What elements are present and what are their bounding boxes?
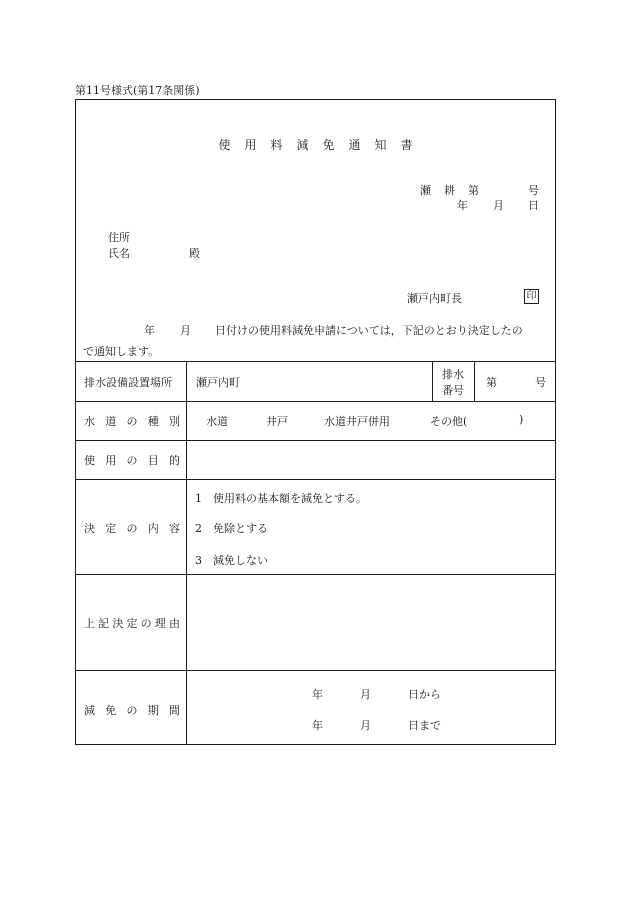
doc-date-day: 日	[528, 199, 539, 212]
rule-number-label-right	[474, 361, 475, 401]
period-to-year: 年	[312, 719, 323, 732]
rule-row1-top	[76, 361, 555, 362]
reason-label: 上記決定の理由	[84, 617, 180, 630]
drain-number-label-2: 番号	[442, 384, 464, 397]
doc-number-prefix: 瀬	[420, 184, 431, 197]
doc-date-year: 年	[457, 199, 468, 212]
water-type-option-other-close: )	[519, 413, 524, 426]
rule-row3-top	[76, 440, 555, 441]
reason-label-wrap	[84, 615, 180, 631]
water-type-option-combined: 水道井戸併用	[324, 415, 390, 428]
body-year: 年	[144, 324, 155, 337]
rule-row5-top	[76, 574, 555, 575]
doc-date-month: 月	[493, 199, 504, 212]
water-type-option-other: その他(	[430, 415, 468, 428]
water-type-label: 水道の種別	[84, 415, 180, 428]
decision-item-1: 1 使用料の基本額を減免とする。	[195, 492, 367, 505]
purpose-label-wrap	[84, 452, 180, 468]
period-label: 減免の期間	[84, 704, 180, 717]
document-title: 使用料減免通知書	[218, 138, 427, 152]
period-label-wrap	[84, 702, 180, 718]
location-value: 瀬戸内町	[196, 376, 240, 389]
seal-mark	[524, 289, 539, 304]
seal-stamp: 印	[524, 289, 539, 304]
decision-item-2: 2 免除とする	[195, 522, 268, 535]
period-to-month: 月	[360, 719, 371, 732]
rule-row4-top	[76, 479, 555, 480]
doc-number-p2: 耕	[444, 184, 455, 197]
body-text-line2: で通知します。	[83, 345, 160, 358]
purpose-label: 使用の目的	[84, 454, 180, 467]
drain-number-prefix: 第	[486, 376, 497, 389]
rule-row6-top	[76, 670, 555, 671]
honorific: 殿	[189, 247, 200, 260]
doc-number-suffix: 号	[528, 184, 539, 197]
decision-item-3: 3 減免しない	[195, 554, 268, 567]
decision-label: 決定の内容	[84, 522, 180, 535]
water-type-label-wrap	[84, 413, 180, 429]
decision-label-wrap	[84, 520, 180, 536]
period-from-day: 日から	[408, 688, 441, 701]
form-frame	[75, 99, 556, 745]
water-type-option-water: 水道	[206, 415, 228, 428]
drain-number-label-1: 排水	[442, 368, 464, 381]
period-from-year: 年	[312, 688, 323, 701]
rule-number-label-left	[432, 361, 433, 401]
water-type-option-well: 井戸	[266, 415, 288, 428]
period-from-month: 月	[360, 688, 371, 701]
rule-row2-top	[76, 401, 555, 402]
body-month: 月	[180, 324, 191, 337]
rule-label-column	[186, 361, 187, 745]
form-number-label: 第11号様式(第17条関係)	[75, 84, 200, 97]
location-label: 排水設備設置場所	[84, 376, 172, 389]
name-label: 氏名	[108, 247, 130, 260]
address-label: 住所	[108, 231, 130, 244]
period-to-day: 日まで	[408, 719, 441, 732]
doc-number-p3: 第	[468, 184, 479, 197]
body-text-line1: 日付けの使用料減免申請については，下記のとおり決定したの	[215, 324, 523, 337]
issuer-name: 瀬戸内町長	[407, 292, 462, 305]
drain-number-suffix: 号	[535, 376, 546, 389]
